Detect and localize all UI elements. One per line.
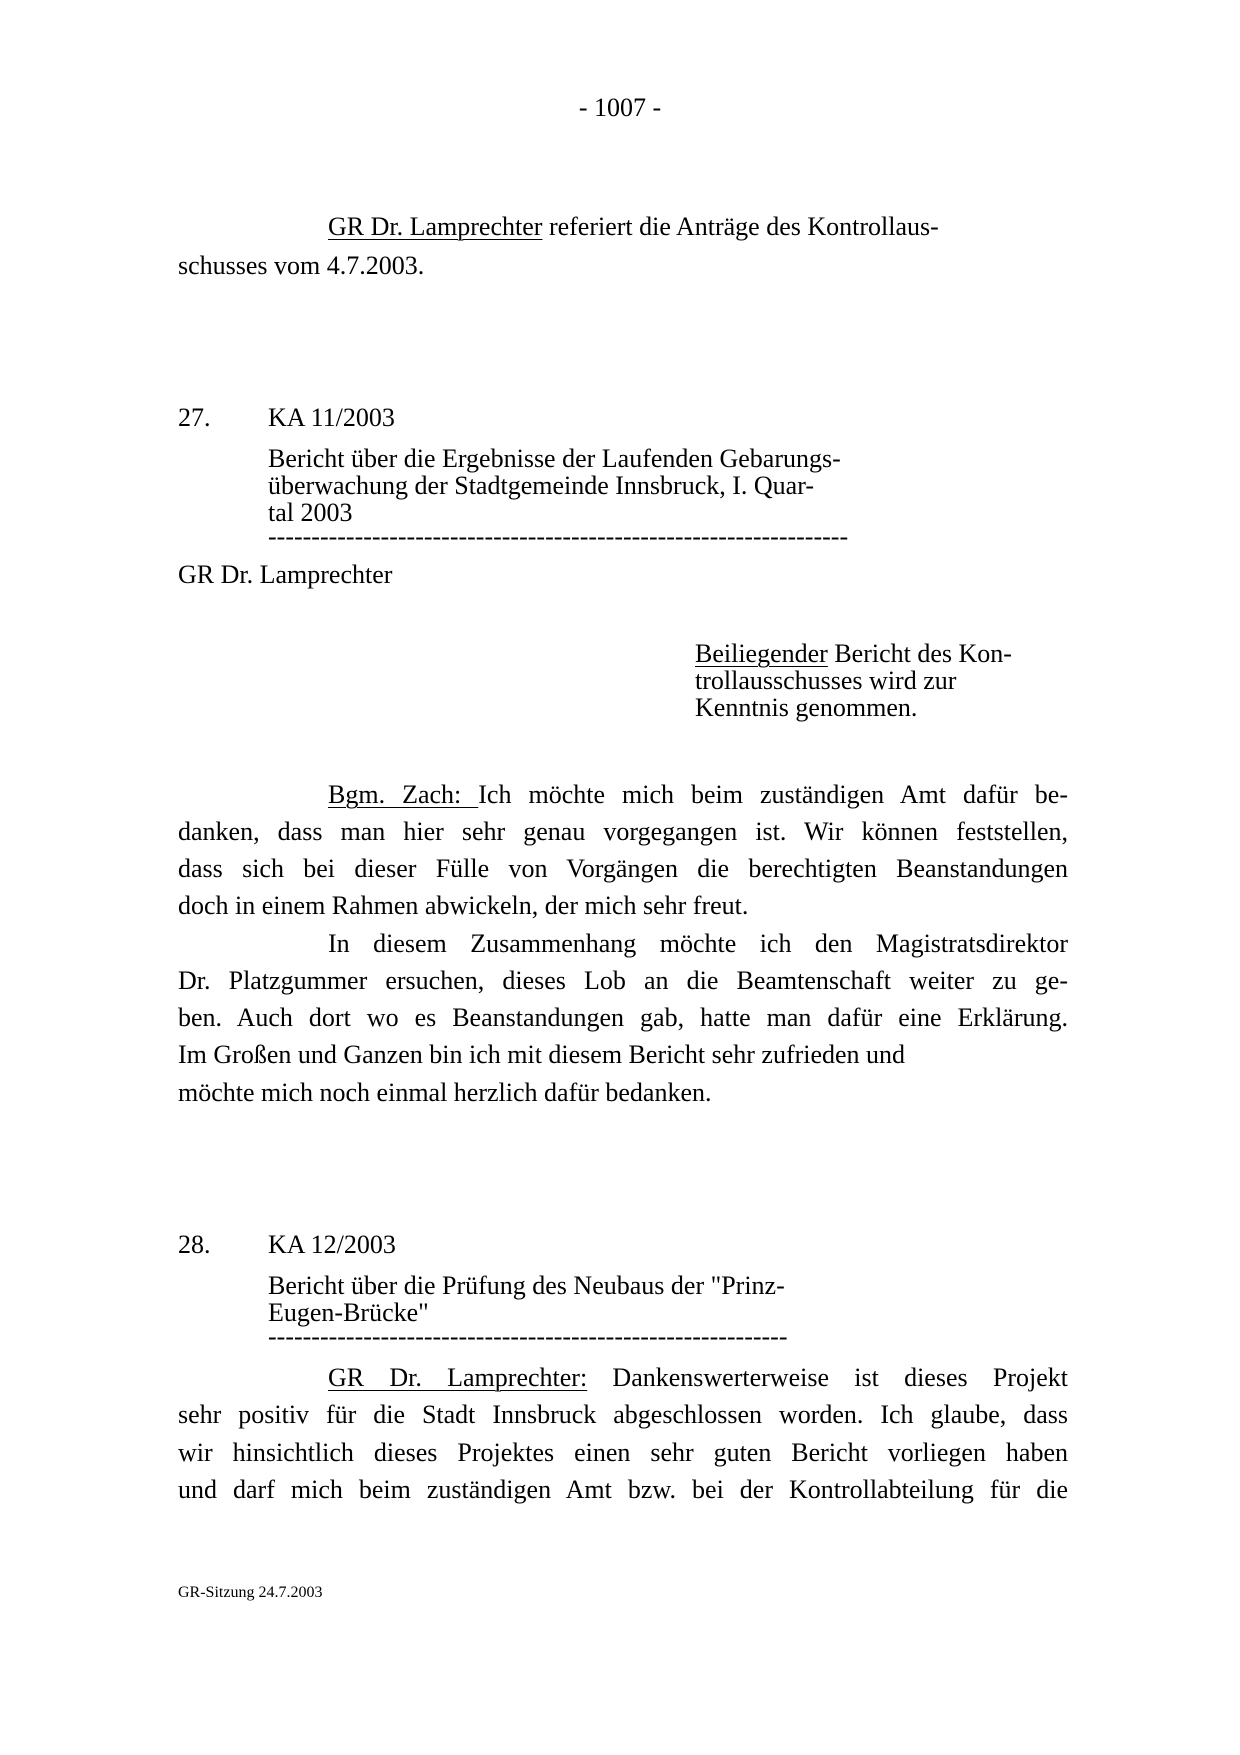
item-27-code: KA 11/2003 [268,403,395,432]
item-28-title-line: Eugen-Brücke" [268,1298,429,1327]
lamprechter-line: und darf mich beim zuständigen Amt bzw. bei der Kontrollabteilung für die [178,1475,1068,1504]
zach-line: doch in einem Rahmen abwickeln, der mich sehr freut. [178,891,749,920]
resolution-line-text: Kenntnis genommen. [695,693,918,722]
item-27-number: 27. [178,403,211,432]
lamprechter-line: Dankenswerterweise ist dieses Projekt [587,1363,1068,1392]
zach-paragraph-2 [178,1003,1068,1033]
zach-line: danken, dass man hier sehr genau vorgegangen ist. Wir können feststellen, [178,817,1068,846]
item-27-resolution [695,640,1012,721]
zach-paragraph-1 [178,817,1068,847]
lamprechter-line: wir hinsichtlich dieses Projektes einen sehr guten Bericht vorliegen haben [178,1438,1068,1467]
zach-paragraph-2 [328,929,1068,959]
intro-speaker: GR Dr. Lamprechter [328,212,543,241]
resolution-line-text: Bericht des Kon- [827,639,1012,668]
lamprechter-first-line [328,1363,1068,1393]
item-27-rapporteur: GR Dr. Lamprechter [178,560,393,589]
item-28-title [268,1272,785,1326]
footer: GR-Sitzung 24.7.2003 [178,1584,323,1601]
zach-speaker: Bgm. Zach: [328,780,479,809]
lamprechter-paragraph [178,1400,1068,1430]
item-27-title-line: überwachung der Stadtgemeinde Innsbruck, I. Quar- [268,471,815,500]
item-28-separator: ------------------------------------------------------------ [268,1327,788,1347]
zach-line: Ich möchte mich beim zuständigen Amt dafür be- [478,780,1068,809]
lamprechter-paragraph [178,1438,1068,1468]
item-27-title-line: Bericht über die Ergebnisse der Laufenden Gebarungs- [268,444,841,473]
lamprechter-line: sehr positiv für die Stadt Innsbruck abgeschlossen worden. Ich glaube, dass [178,1400,1068,1429]
resolution-underlined: Beiliegender [695,639,828,668]
zach-speech-first-line [328,780,1068,810]
intro-line-1 [328,212,939,242]
item-27-title [268,445,841,526]
zach-line: dass sich bei dieser Fülle von Vorgängen die berechtigten Beanstandungen [178,854,1068,883]
item-28-number: 28. [178,1230,211,1259]
zach-line: In diesem Zusammenhang möchte ich den Magistratsdirektor [328,929,1068,958]
item-28-title-line: Bericht über die Prüfung des Neubaus der "Prinz- [268,1271,785,1300]
resolution-line-text: trollausschusses wird zur [695,666,957,695]
intro-line-2: schusses vom 4.7.2003. [178,251,425,280]
zach-line: ben. Auch dort wo es Beanstandungen gab, hatte man dafür eine Erklärung. [178,1003,1068,1032]
zach-paragraph-2 [178,966,1068,996]
zach-line: Im Großen und Ganzen bin ich mit diesem Bericht sehr zufrieden und [178,1040,906,1069]
item-27-title-line: tal 2003 [268,498,353,527]
zach-line: Dr. Platzgummer ersuchen, dieses Lob an die Beamtenschaft weiter zu ge- [178,966,1068,995]
item-28-code: KA 12/2003 [268,1230,396,1259]
zach-paragraph-1 [178,854,1068,884]
page-number: - 1007 - [578,93,662,122]
lamprechter-speaker: GR Dr. Lamprechter: [328,1363,588,1392]
intro-line-1-text: referiert die Anträge des Kontrollaus- [542,212,939,241]
lamprechter-paragraph [178,1475,1068,1505]
item-27-separator: ------------------------------------------------------------------- [268,527,849,547]
zach-line: möchte mich noch einmal herzlich dafür bedanken. [178,1078,712,1107]
